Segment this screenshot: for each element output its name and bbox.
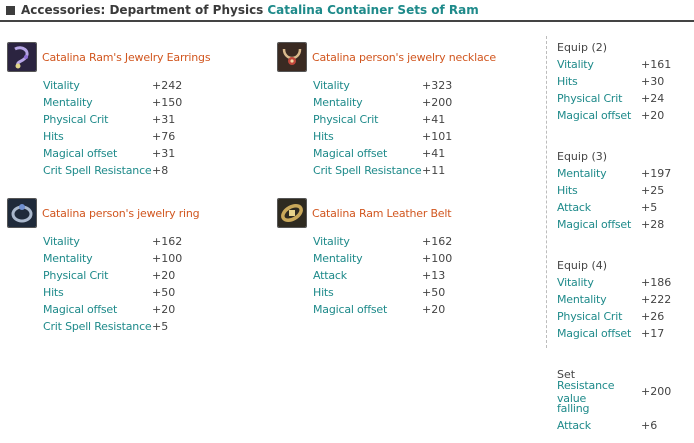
item-title[interactable]: Catalina Ram's Jewelry Earrings <box>42 50 211 64</box>
stat-name: Hits <box>43 286 64 299</box>
stat-row <box>43 233 267 250</box>
stat-value: +13 <box>422 269 446 282</box>
stat-value: +100 <box>152 252 183 265</box>
stat-name: Attack <box>313 269 347 282</box>
ring-icon[interactable] <box>7 198 37 228</box>
stat-name: Attack <box>557 419 591 432</box>
stat-value: +26 <box>641 310 665 323</box>
stat-value: +200 <box>641 385 672 398</box>
stat-value: +242 <box>152 79 183 92</box>
stat-name: Resistance value <box>557 378 615 405</box>
stat-row <box>557 182 689 199</box>
stat-value: +20 <box>152 303 176 316</box>
stat-name: Magical offset <box>557 327 632 340</box>
stat-name: Attack <box>557 201 591 214</box>
header-divider <box>0 20 694 22</box>
stat-name: Vitality <box>43 235 80 248</box>
stat-row <box>43 94 267 111</box>
stat-row <box>557 107 689 124</box>
stat-name: Mentality <box>557 167 607 180</box>
item-earrings <box>7 42 267 179</box>
stat-value: +162 <box>152 235 183 248</box>
stat-row <box>313 128 537 145</box>
stat-name: Physical Crit <box>313 113 379 126</box>
stat-row <box>557 90 689 107</box>
item-belt <box>277 198 537 318</box>
stat-name: Physical Crit <box>557 310 623 323</box>
stat-name: Mentality <box>557 293 607 306</box>
header-bullet-icon <box>6 6 15 15</box>
stat-name: Hits <box>313 130 334 143</box>
stat-name: Physical Crit <box>43 113 109 126</box>
stat-name: Mentality <box>43 252 93 265</box>
stat-row <box>43 77 267 94</box>
item-title[interactable]: Catalina person's jewelry necklace <box>312 50 496 64</box>
stat-name: Hits <box>557 75 578 88</box>
equip-title: Equip (2) <box>557 41 608 54</box>
stat-row <box>557 73 689 90</box>
stat-value: +28 <box>641 218 665 231</box>
stat-name: Crit Spell Resistance <box>43 164 152 177</box>
equip-title: Set <box>557 368 576 381</box>
stat-value: +222 <box>641 293 672 306</box>
stat-value: +150 <box>152 96 183 109</box>
stat-row <box>313 77 537 94</box>
item-title[interactable]: Catalina Ram Leather Belt <box>312 206 452 220</box>
stat-name: Physical Crit <box>43 269 109 282</box>
equip-title: Equip (4) <box>557 259 608 272</box>
stat-row <box>557 378 689 405</box>
stat-row <box>43 250 267 267</box>
set-bonus <box>557 366 689 434</box>
stat-name: Mentality <box>313 96 363 109</box>
item-ring <box>7 198 267 335</box>
stat-value: +20 <box>152 269 176 282</box>
belt-icon[interactable] <box>277 198 307 228</box>
stat-name: Vitality <box>557 276 594 289</box>
stat-value: +5 <box>152 320 169 333</box>
stat-value: +30 <box>641 75 665 88</box>
stat-row <box>43 145 267 162</box>
stat-row <box>313 250 537 267</box>
stat-row <box>557 291 689 308</box>
stat-row <box>43 267 267 284</box>
stat-value: +41 <box>422 113 446 126</box>
stat-value: +31 <box>152 147 176 160</box>
stat-row <box>313 145 537 162</box>
stat-name: Vitality <box>313 235 350 248</box>
stat-name: Magical offset <box>43 147 118 160</box>
stat-name: Magical offset <box>43 303 118 316</box>
stat-value: +31 <box>152 113 176 126</box>
stat-name: Hits <box>313 286 334 299</box>
stat-value: +197 <box>641 167 672 180</box>
stat-value: +100 <box>422 252 453 265</box>
header-set-name: Catalina Container Sets of Ram <box>267 3 479 17</box>
stat-name: Physical Crit <box>557 92 623 105</box>
stat-value: +323 <box>422 79 453 92</box>
stat-name: Magical offset <box>557 109 632 122</box>
stat-row <box>313 233 537 250</box>
stat-row <box>313 162 537 179</box>
stat-value: +76 <box>152 130 176 143</box>
stat-row <box>43 128 267 145</box>
stat-value: +24 <box>641 92 665 105</box>
stat-row <box>43 284 267 301</box>
stat-value: +50 <box>422 286 446 299</box>
section-header <box>6 1 690 19</box>
equip-bonus-4 <box>557 257 689 342</box>
stat-value: +200 <box>422 96 453 109</box>
stat-name: Vitality <box>43 79 80 92</box>
stat-value: +25 <box>641 184 665 197</box>
stat-row <box>313 94 537 111</box>
stat-row <box>313 284 537 301</box>
stat-row <box>313 301 537 318</box>
stat-row <box>557 56 689 73</box>
equip-bonus-3 <box>557 148 689 233</box>
stat-row <box>43 301 267 318</box>
stat-name: Magical offset <box>313 303 388 316</box>
stat-row <box>557 165 689 182</box>
stat-name: Vitality <box>313 79 350 92</box>
stat-name: Magical offset <box>313 147 388 160</box>
stat-value: +41 <box>422 147 446 160</box>
stat-value: +8 <box>152 164 169 177</box>
stat-value: +186 <box>641 276 672 289</box>
stat-name: Magical offset <box>557 218 632 231</box>
stat-row <box>557 274 689 291</box>
stat-name: Crit Spell Resistance <box>43 320 152 333</box>
stat-name: Hits <box>557 184 578 197</box>
stat-name: Vitality <box>557 58 594 71</box>
necklace-icon[interactable] <box>277 42 307 72</box>
stat-name: falling <box>557 402 590 415</box>
vertical-divider <box>546 36 547 348</box>
stat-row <box>557 400 689 417</box>
stat-row <box>313 111 537 128</box>
equip-bonus-2 <box>557 39 689 124</box>
stat-row <box>43 162 267 179</box>
earrings-icon[interactable] <box>7 42 37 72</box>
item-necklace <box>277 42 537 179</box>
stat-row <box>557 308 689 325</box>
stat-value: +11 <box>422 164 446 177</box>
stat-value: +20 <box>641 109 665 122</box>
stat-value: +17 <box>641 327 665 340</box>
header-label: Accessories: Department of Physics <box>21 3 264 17</box>
stat-value: +101 <box>422 130 453 143</box>
equip-title: Equip (3) <box>557 150 608 163</box>
stat-value: +5 <box>641 201 658 214</box>
stat-row <box>43 111 267 128</box>
stat-row <box>557 216 689 233</box>
stat-name: Crit Spell Resistance <box>313 164 422 177</box>
stat-row <box>557 417 689 434</box>
stat-name: Mentality <box>43 96 93 109</box>
stat-name: Hits <box>43 130 64 143</box>
stat-name: Mentality <box>313 252 363 265</box>
stat-value: +162 <box>422 235 453 248</box>
stat-value: +161 <box>641 58 672 71</box>
item-title[interactable]: Catalina person's jewelry ring <box>42 206 200 220</box>
stat-row <box>557 199 689 216</box>
stat-value: +6 <box>641 419 658 432</box>
stat-value: +20 <box>422 303 446 316</box>
stat-row <box>557 325 689 342</box>
stat-row <box>43 318 267 335</box>
stat-value: +50 <box>152 286 176 299</box>
stat-row <box>313 267 537 284</box>
